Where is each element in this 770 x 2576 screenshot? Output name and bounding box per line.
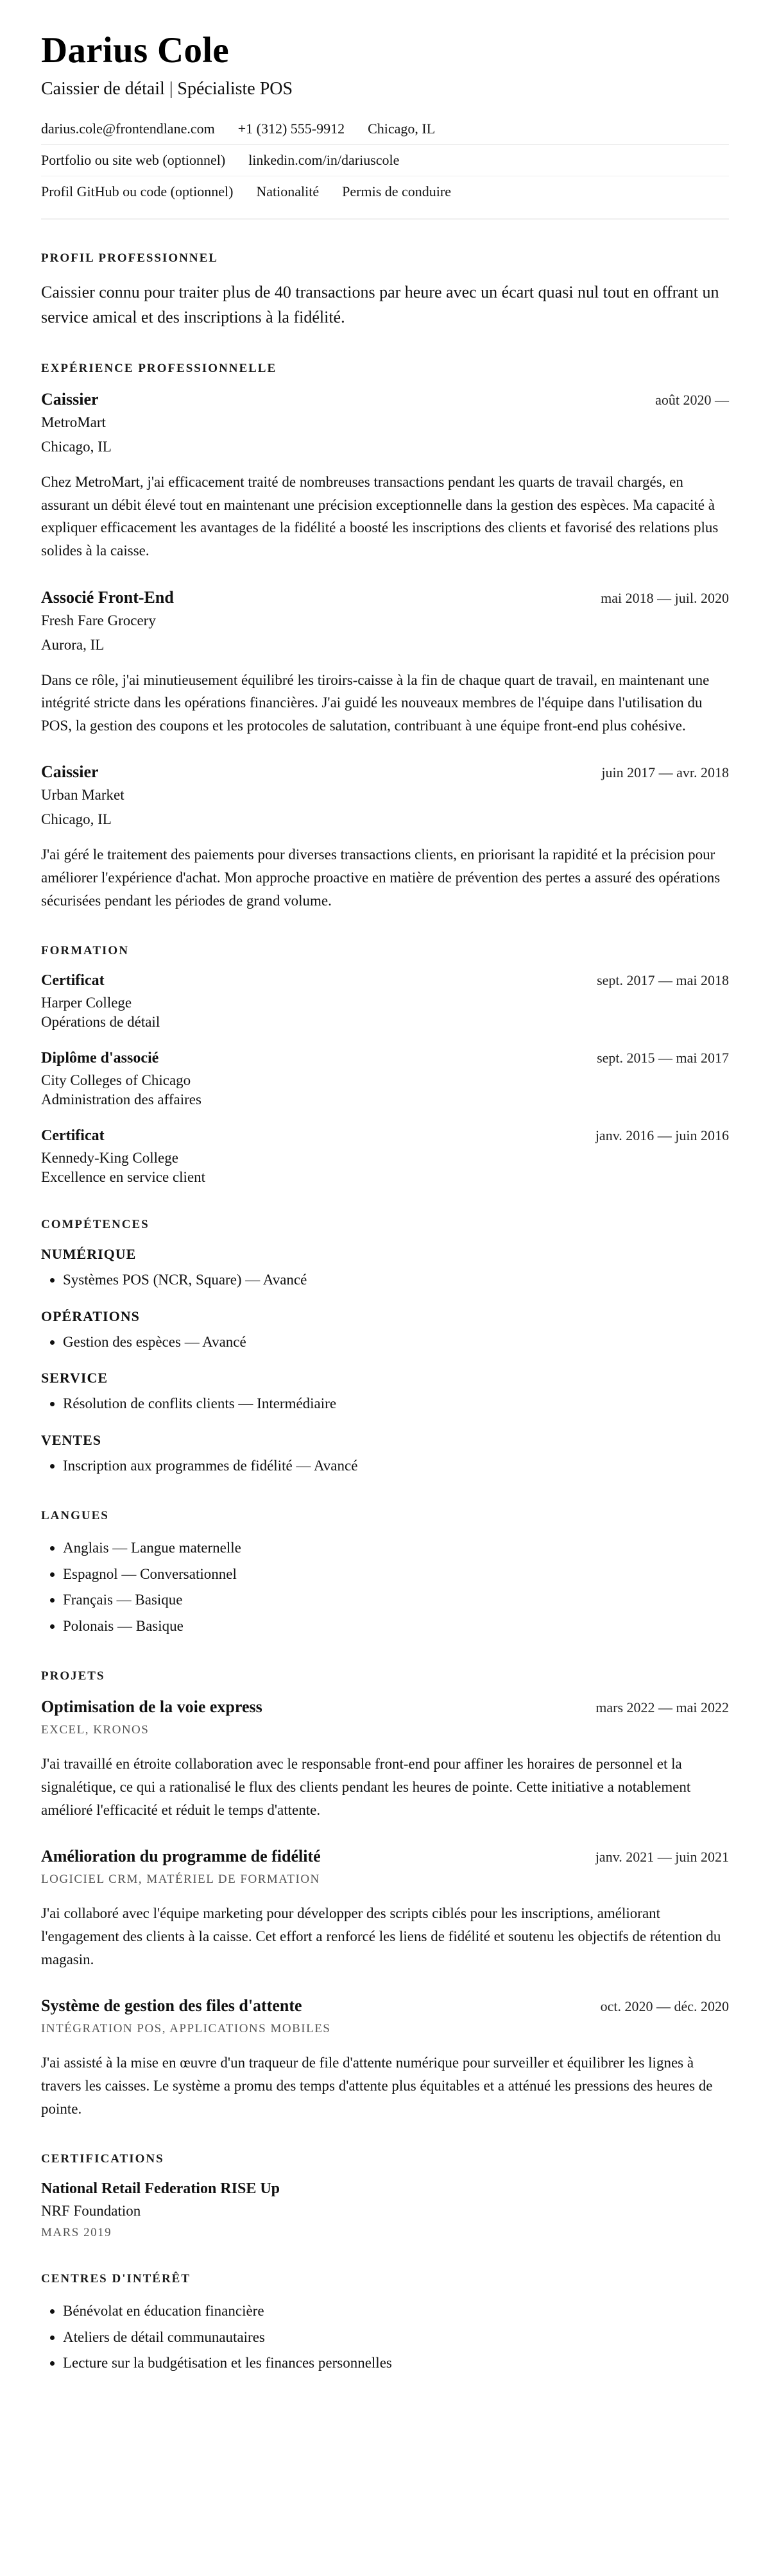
degree-title: Certificat <box>41 1127 105 1145</box>
job-location: Chicago, IL <box>41 811 112 828</box>
project-entry-head <box>41 1847 729 1866</box>
project-description: J'ai travaillé en étroite collaboration avec le responsable front-end pour affiner les horaires de personnel et la signalétique, ce qui a rationalisé le flux des clients pendant les heures de pointe. Cette initiative a notablement amélioré l'efficacité et réduit le temps d'attente. <box>41 1756 691 1818</box>
experience-entry-head <box>41 762 729 782</box>
project-tools: LOGICIEL CRM, MATÉRIEL DE FORMATION <box>41 1873 320 1887</box>
contact-linkedin[interactable]: linkedin.com/in/dariuscole <box>248 152 400 168</box>
school-name: Harper College <box>41 995 132 1011</box>
certifications-heading: CERTIFICATIONS <box>41 2152 164 2166</box>
contact-github-placeholder[interactable]: Profil GitHub ou code (optionnel) <box>41 183 234 199</box>
contact-email[interactable]: darius.cole@frontendlane.com <box>41 121 215 137</box>
contact-row-2 <box>41 145 729 176</box>
certification-issuer: NRF Foundation <box>41 2203 141 2219</box>
section-certifications <box>41 2152 729 2240</box>
education-heading: FORMATION <box>41 944 129 958</box>
degree-dates: sept. 2017 — mai 2018 <box>597 972 729 989</box>
interest-item: • Ateliers de détail communautaires <box>63 2327 729 2349</box>
job-company: Urban Market <box>41 787 124 804</box>
contact-row-1 <box>41 114 729 145</box>
project-title: Système de gestion des files d'attente <box>41 1996 302 2016</box>
contact-driving-license: Permis de conduire <box>342 183 452 199</box>
job-dates: mai 2018 — juil. 2020 <box>601 589 729 606</box>
skill-group-label: NUMÉRIQUE <box>41 1246 137 1263</box>
section-languages <box>41 1509 729 1637</box>
job-location: Chicago, IL <box>41 439 112 455</box>
degree-dates: sept. 2015 — mai 2017 <box>597 1050 729 1066</box>
candidate-name: Darius Cole <box>41 30 230 71</box>
skill-list <box>41 1269 729 1292</box>
experience-heading: EXPÉRIENCE PROFESSIONNELLE <box>41 362 277 375</box>
skill-group <box>41 1432 729 1477</box>
skill-group-label: VENTES <box>41 1431 102 1448</box>
interest-item: • Bénévolat en éducation financière <box>63 2300 729 2323</box>
profile-heading: PROFIL PROFESSIONNEL <box>41 251 218 265</box>
field-of-study: Administration des affaires <box>41 1091 201 1108</box>
skill-item: • Résolution de conflits clients — Intermédiaire <box>63 1393 729 1415</box>
language-list <box>41 1537 729 1637</box>
experience-entry-head <box>41 390 729 409</box>
degree-title: Certificat <box>41 972 105 989</box>
contact-location: Chicago, IL <box>368 121 436 137</box>
section-experience <box>41 362 729 912</box>
section-interests <box>41 2272 729 2375</box>
section-skills <box>41 1218 729 1477</box>
interests-heading: CENTRES D'INTÉRÊT <box>41 2272 191 2286</box>
job-description: Chez MetroMart, j'ai efficacement traité de nombreuses transactions pendant les quarts de travail chargés, en assurant un débit élevé tout en maintenant une précision exceptionnelle dans la gestion des espèces. Ma capacité à expliquer efficacement les avantages de la fidélité a boosté les inscriptions des clients et favorisé des relations plus solides à la caisse. <box>41 474 719 559</box>
job-dates: juin 2017 — avr. 2018 <box>601 764 729 781</box>
section-profile <box>41 251 729 330</box>
project-description: J'ai assisté à la mise en œuvre d'un traqueur de file d'attente numérique pour surveiller et équilibrer les lignes à travers les caisses. Le système a promu des temps d'attente plus équitables et a atténué les pressions des heures de pointe. <box>41 2055 713 2117</box>
contact-nationality: Nationalité <box>256 183 320 199</box>
project-description: J'ai collaboré avec l'équipe marketing pour développer des scripts ciblés pour les inscriptions, améliorant l'engagement des clients à la caisse. Cet effort a renforcé les liens de fidélité et soutenu les objectifs de rétention du magasin. <box>41 1905 721 1967</box>
project-entry-head <box>41 1697 729 1717</box>
section-projects <box>41 1669 729 2120</box>
degree-title: Diplôme d'associé <box>41 1050 159 1067</box>
projects-heading: PROJETS <box>41 1669 105 1683</box>
job-title: Associé Front-End <box>41 587 174 607</box>
project-title: Optimisation de la voie express <box>41 1697 262 1717</box>
certification-name: National Retail Federation RISE Up <box>41 2180 280 2198</box>
education-entry <box>41 1050 729 1108</box>
project-dates: oct. 2020 — déc. 2020 <box>600 1998 729 2015</box>
field-of-study: Opérations de détail <box>41 1014 160 1031</box>
contact-phone[interactable]: +1 (312) 555-9912 <box>237 121 345 137</box>
interest-item: • Lecture sur la budgétisation et les finances personnelles <box>63 2352 729 2375</box>
skill-list <box>41 1455 729 1477</box>
education-entry <box>41 1127 729 1186</box>
education-entry-head <box>41 1127 729 1145</box>
job-company: Fresh Fare Grocery <box>41 612 156 628</box>
skills-heading: COMPÉTENCES <box>41 1218 150 1232</box>
skill-group <box>41 1246 729 1292</box>
project-tools: EXCEL, KRONOS <box>41 1723 150 1737</box>
contact-block <box>41 114 729 207</box>
project-tools: INTÉGRATION POS, APPLICATIONS MOBILES <box>41 2022 331 2036</box>
skill-item: • Inscription aux programmes de fidélité — Avancé <box>63 1455 729 1477</box>
skill-group-label: OPÉRATIONS <box>41 1308 140 1324</box>
project-entry <box>41 1697 729 1821</box>
job-title: Caissier <box>41 390 99 408</box>
experience-entry <box>41 390 729 562</box>
school-name: Kennedy-King College <box>41 1150 178 1166</box>
project-title: Amélioration du programme de fidélité <box>41 1847 321 1866</box>
certification-date: MARS 2019 <box>41 2226 112 2240</box>
job-title: Caissier <box>41 762 99 782</box>
degree-dates: janv. 2016 — juin 2016 <box>595 1127 729 1144</box>
skill-item: • Systèmes POS (NCR, Square) — Avancé <box>63 1269 729 1292</box>
skill-list <box>41 1393 729 1415</box>
section-education <box>41 944 729 1186</box>
skill-item: • Gestion des espèces — Avancé <box>63 1331 729 1354</box>
school-name: City Colleges of Chicago <box>41 1072 191 1089</box>
contact-row-3 <box>41 176 729 207</box>
job-location: Aurora, IL <box>41 636 105 653</box>
skill-list <box>41 1331 729 1354</box>
resume-header <box>41 29 729 219</box>
project-entry-head <box>41 1996 729 2016</box>
skill-group <box>41 1370 729 1415</box>
field-of-study: Excellence en service client <box>41 1169 206 1186</box>
project-entry <box>41 1996 729 2120</box>
interest-list <box>41 2300 729 2375</box>
project-dates: janv. 2021 — juin 2021 <box>595 1849 729 1865</box>
project-entry <box>41 1847 729 1971</box>
job-company: MetroMart <box>41 414 106 430</box>
contact-portfolio-placeholder[interactable]: Portfolio ou site web (optionnel) <box>41 152 226 168</box>
experience-entry-head <box>41 588 729 607</box>
skill-group <box>41 1308 729 1354</box>
certification-entry <box>41 2180 729 2240</box>
job-dates: août 2020 — <box>655 392 729 408</box>
languages-heading: LANGUES <box>41 1509 109 1523</box>
job-description: J'ai géré le traitement des paiements pour diverses transactions clients, en priorisant la rapidité et la précision pour améliorer l'expérience d'achat. Mon approche proactive en matière de prévention des pertes a assuré des opérations sécurisées pendant les périodes de grand volume. <box>41 846 721 909</box>
language-item: • Polonais — Basique <box>63 1615 729 1638</box>
language-item: • Espagnol — Conversationnel <box>63 1563 729 1586</box>
profile-summary: Caissier connu pour traiter plus de 40 transactions par heure avec un écart quasi nul tout en offrant un service amical et des inscriptions à la fidélité. <box>41 283 719 326</box>
education-entry <box>41 972 729 1031</box>
language-item: • Anglais — Langue maternelle <box>63 1537 729 1560</box>
education-entry-head <box>41 1050 729 1067</box>
candidate-title: Caissier de détail | Spécialiste POS <box>41 79 293 99</box>
experience-entry <box>41 762 729 912</box>
job-description: Dans ce rôle, j'ai minutieusement équilibré les tiroirs-caisse à la fin de chaque quart de travail, en maintenant une intégrité stricte dans les opérations financières. J'ai guidé les nouveaux membres de l'équipe dans l'utilisation du POS, la gestion des coupons et les protocoles de salutation, contribuant à une équipe front-end plus cohésive. <box>41 671 710 734</box>
language-item: • Français — Basique <box>63 1589 729 1612</box>
education-entry-head <box>41 972 729 989</box>
skill-group-label: SERVICE <box>41 1370 108 1386</box>
project-dates: mars 2022 — mai 2022 <box>595 1699 729 1716</box>
experience-entry <box>41 588 729 737</box>
